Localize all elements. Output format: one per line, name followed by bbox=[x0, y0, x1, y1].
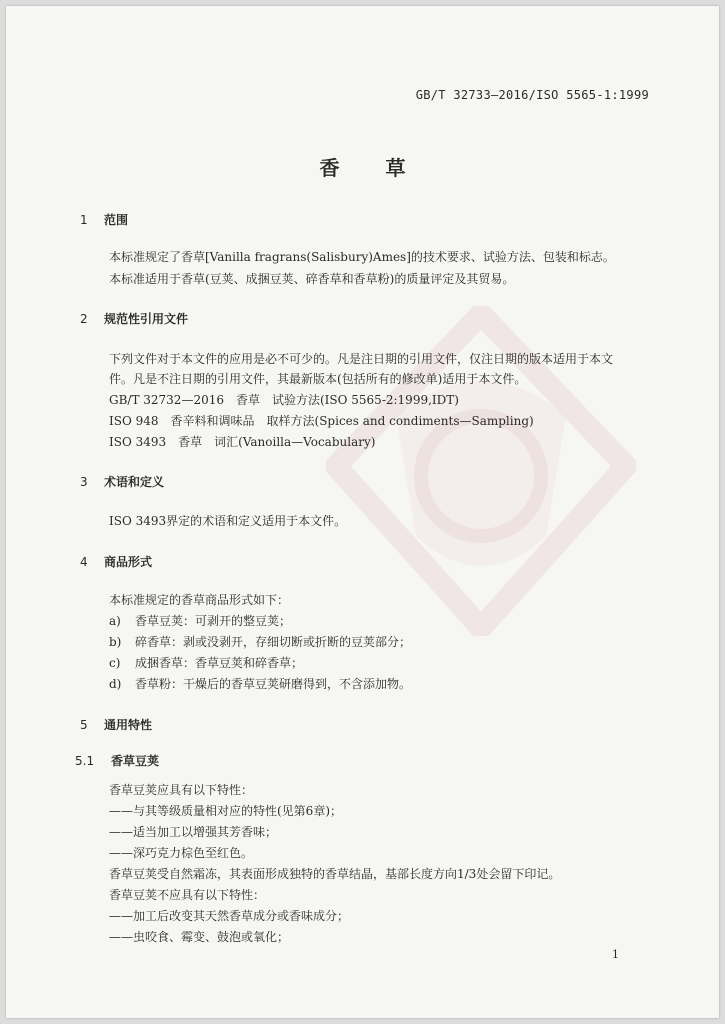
document-page bbox=[6, 6, 719, 1018]
section-1-paragraph-2: 本标准适用于香草(豆荚、成捆豆荚、碎香草和香草粉)的质量评定及其贸易。 bbox=[109, 272, 515, 286]
standard-code: GB/T 32733—2016/ISO 5565-1:1999 bbox=[415, 88, 649, 102]
list-item bbox=[109, 656, 303, 671]
subsection-line: ——虫咬食、霉变、鼓泡或氧化； bbox=[109, 930, 290, 944]
subsection-line: 香草豆荚应具有以下特性： bbox=[109, 783, 254, 797]
section-number: 2 bbox=[80, 312, 88, 326]
subsection-line: ——与其等级质量相对应的特性(见第6章)； bbox=[109, 804, 342, 818]
section-3-heading bbox=[80, 473, 164, 490]
list-item bbox=[109, 614, 291, 629]
section-number: 3 bbox=[80, 475, 88, 489]
section-2-heading bbox=[80, 310, 188, 327]
list-item-label: c) bbox=[109, 656, 121, 670]
subsection-5-1-heading bbox=[75, 752, 159, 769]
list-item-text: 碎香草：剥或没剥开，存细切断或折断的豆荚部分； bbox=[135, 635, 412, 649]
section-1-heading bbox=[80, 211, 128, 228]
reference-item: ISO 3493 香草 词汇(Vanoilla—Vocabulary) bbox=[109, 435, 376, 449]
list-item-label: d) bbox=[109, 677, 122, 691]
subsection-line: ——加工后改变其天然香草成分或香味成分； bbox=[109, 909, 350, 923]
page-number: 1 bbox=[612, 948, 619, 961]
section-number: 5 bbox=[80, 718, 88, 732]
section-title: 术语和定义 bbox=[104, 475, 165, 489]
reference-item: GB/T 32732—2016 香草 试验方法(ISO 5565-2:1999,IDT) bbox=[109, 393, 459, 407]
section-title: 规范性引用文件 bbox=[104, 312, 189, 326]
reference-item: ISO 948 香辛料和调味品 取样方法(Spices and condiments—Sampling) bbox=[109, 414, 534, 428]
list-item-text: 香草豆荚：可剥开的整豆荚； bbox=[135, 614, 292, 628]
subsection-line: ——深巧克力棕色至红色。 bbox=[109, 846, 254, 860]
section-number: 1 bbox=[80, 213, 88, 227]
list-item-text: 香草粉：干燥后的香草豆荚研磨得到，不含添加物。 bbox=[135, 677, 412, 691]
section-title: 商品形式 bbox=[104, 555, 153, 569]
section-5-heading bbox=[80, 716, 152, 733]
section-1-paragraph-1: 本标准规定了香草[Vanilla fragrans(Salisbury)Ames]的技术要求、试验方法、包装和标志。 bbox=[109, 250, 615, 264]
subsection-line: 香草豆荚不应具有以下特性： bbox=[109, 888, 266, 902]
section-2-intro-line-1: 下列文件对于本文件的应用是必不可少的。凡是注日期的引用文件，仅注日期的版本适用于本文 bbox=[109, 352, 614, 366]
subsection-line: 香草豆荚受自然霜冻，其表面形成独特的香草结晶，基部长度方向1/3处会留下印记。 bbox=[109, 867, 561, 881]
section-2-intro-line-2: 件。凡是不注日期的引用文件，其最新版本(包括所有的修改单)适用于本文件。 bbox=[109, 372, 527, 386]
list-item-text: 成捆香草：香草豆荚和碎香草； bbox=[135, 656, 304, 670]
page-title: 香草 bbox=[319, 156, 452, 180]
section-title: 范围 bbox=[104, 213, 129, 227]
subsection-number: 5.1 bbox=[75, 754, 95, 768]
section-4-intro: 本标准规定的香草商品形式如下： bbox=[109, 593, 290, 607]
subsection-title: 香草豆荚 bbox=[111, 754, 160, 768]
list-item-label: b) bbox=[109, 635, 122, 649]
section-number: 4 bbox=[80, 555, 88, 569]
list-item bbox=[109, 635, 411, 650]
section-3-paragraph: ISO 3493界定的术语和定义适用于本文件。 bbox=[109, 514, 347, 528]
list-item-label: a) bbox=[109, 614, 121, 628]
subsection-line: ——适当加工以增强其芳香味； bbox=[109, 825, 278, 839]
list-item bbox=[109, 677, 411, 692]
section-title: 通用特性 bbox=[104, 718, 153, 732]
section-4-heading bbox=[80, 553, 152, 570]
